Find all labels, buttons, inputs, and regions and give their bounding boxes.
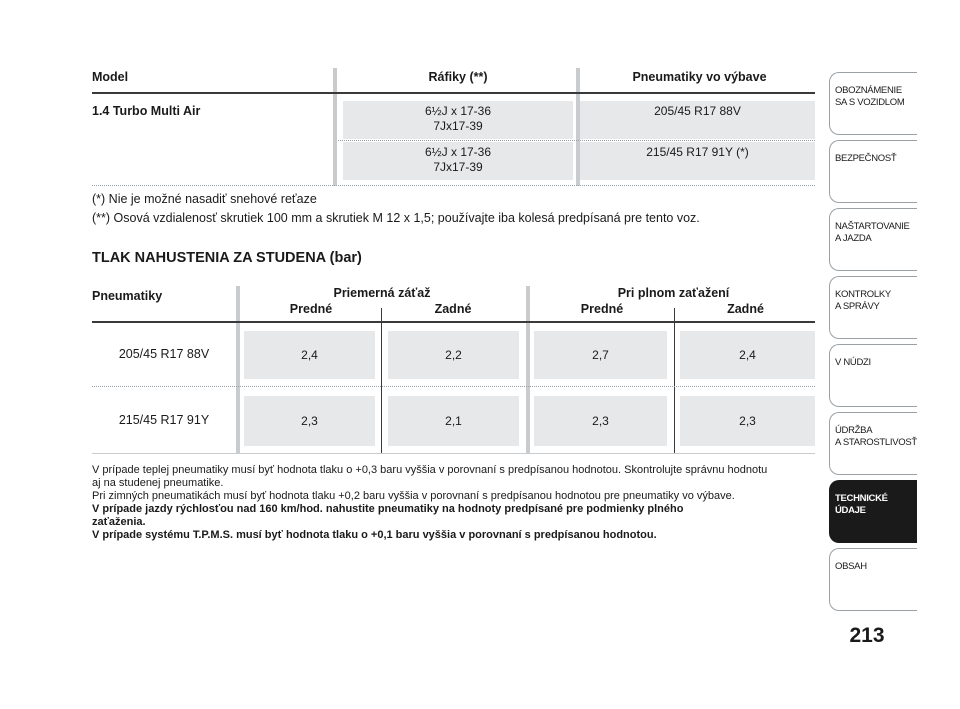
rims-header-tires: Pneumatiky vo výbave	[632, 70, 767, 84]
rim-size: 6½J x 17-36	[424, 104, 492, 118]
avg-front-pressure: 2,3	[244, 396, 375, 446]
full-front-pressure: 2,3	[534, 396, 667, 446]
footnote-high-speed-cont: zaťaženia.	[92, 516, 146, 528]
pressure-header-tires: Pneumatiky	[92, 289, 163, 303]
pressure-footnotes	[92, 464, 822, 542]
rim-size: 6½J x 17-36	[424, 145, 492, 159]
rims-header-model: Model	[92, 70, 129, 84]
tab-technical-data[interactable]: TECHNICKÉ ÚDAJE	[829, 480, 917, 543]
tire-size: 215/45 R17 91Y (*)	[646, 145, 749, 159]
tab-safety[interactable]: BEZPEČNOSŤ	[829, 140, 917, 203]
tab-emergency[interactable]: V NÚDZI	[829, 344, 917, 407]
avg-rear-pressure: 2,2	[388, 331, 519, 379]
note-snow-chains: (*) Nie je možné nasadiť snehové reťaze	[92, 192, 317, 206]
pressure-header-front: Predné	[289, 302, 333, 316]
pressure-tire-size: 205/45 R17 88V	[118, 347, 210, 361]
table-rule	[92, 321, 815, 323]
rims-header-rims: Ráfiky (**)	[428, 70, 488, 84]
pressure-header-rear: Zadné	[727, 302, 764, 316]
avg-rear-pressure: 2,1	[388, 396, 519, 446]
footnote-warm-tire-cont: aj na studenej pneumatike.	[92, 477, 224, 489]
column-divider	[236, 286, 240, 454]
full-front-pressure: 2,7	[534, 331, 667, 379]
tab-maintenance[interactable]: ÚDRŽBA A STAROSTLIVOSŤ	[829, 412, 917, 475]
rim-size-alt: 7Jx17-39	[433, 160, 483, 174]
pressure-header-full-load: Pri plnom zaťažení	[617, 286, 730, 300]
pressure-header-front: Predné	[580, 302, 624, 316]
page-number: 213	[849, 624, 885, 647]
row-divider	[338, 140, 815, 141]
footnote-winter-tire: Pri zimných pneumatikách musí byť hodnota tlaku +0,2 baru vyššia v porovnaní s predpísanou hodnotou pre pneumatiky vo výbave.	[92, 490, 735, 502]
table-bottom-rule	[92, 453, 815, 454]
tab-warning-lights[interactable]: KONTROLKY A SPRÁVY	[829, 276, 917, 339]
pressure-tire-size: 215/45 R17 91Y	[118, 413, 210, 427]
footnote-warm-tire: V prípade teplej pneumatiky musí byť hodnota tlaku o +0,3 baru vyššia v porovnaní s predpísanou hodnotou. Skontrolujte správnu hodnotu	[92, 464, 768, 476]
column-divider	[333, 68, 337, 186]
table-rule	[92, 92, 815, 94]
row-divider	[92, 386, 815, 387]
column-divider-thin	[381, 308, 382, 454]
note-bolt-pattern: (**) Osová vzdialenosť skrutiek 100 mm a skrutiek M 12 x 1,5; používajte iba kolesá predpísaná pre tento voz.	[92, 211, 700, 225]
model-name: 1.4 Turbo Multi Air	[92, 104, 201, 118]
tab-getting-to-know[interactable]: OBOZNÁMENIE SA S VOZIDLOM	[829, 72, 917, 135]
tab-contents[interactable]: OBSAH	[829, 548, 917, 611]
table-bottom-rule	[92, 185, 815, 186]
footnote-tpms: V prípade systému T.P.M.S. musí byť hodnota tlaku o +0,1 baru vyššia v porovnaní s predpísanou hodnotou.	[92, 529, 657, 541]
tab-starting-driving[interactable]: NAŠTARTOVANIE A JAZDA	[829, 208, 917, 271]
full-rear-pressure: 2,3	[680, 396, 815, 446]
section-title: TLAK NAHUSTENIA ZA STUDENA (bar)	[92, 250, 362, 266]
tire-size: 205/45 R17 88V	[654, 104, 741, 118]
rim-size-alt: 7Jx17-39	[433, 119, 483, 133]
full-rear-pressure: 2,4	[680, 331, 815, 379]
column-divider	[526, 286, 530, 454]
pressure-header-rear: Zadné	[434, 302, 472, 316]
avg-front-pressure: 2,4	[244, 331, 375, 379]
footnote-high-speed: V prípade jazdy rýchlosťou nad 160 km/hod. nahustite pneumatiky na hodnoty predpísané pre podmienky plného	[92, 503, 684, 515]
table-row	[343, 101, 573, 139]
table-row	[580, 101, 815, 139]
table-row	[580, 142, 815, 180]
column-divider-thin	[674, 308, 675, 454]
pressure-header-avg-load: Priemerná záťaž	[333, 286, 431, 300]
table-row	[343, 142, 573, 180]
